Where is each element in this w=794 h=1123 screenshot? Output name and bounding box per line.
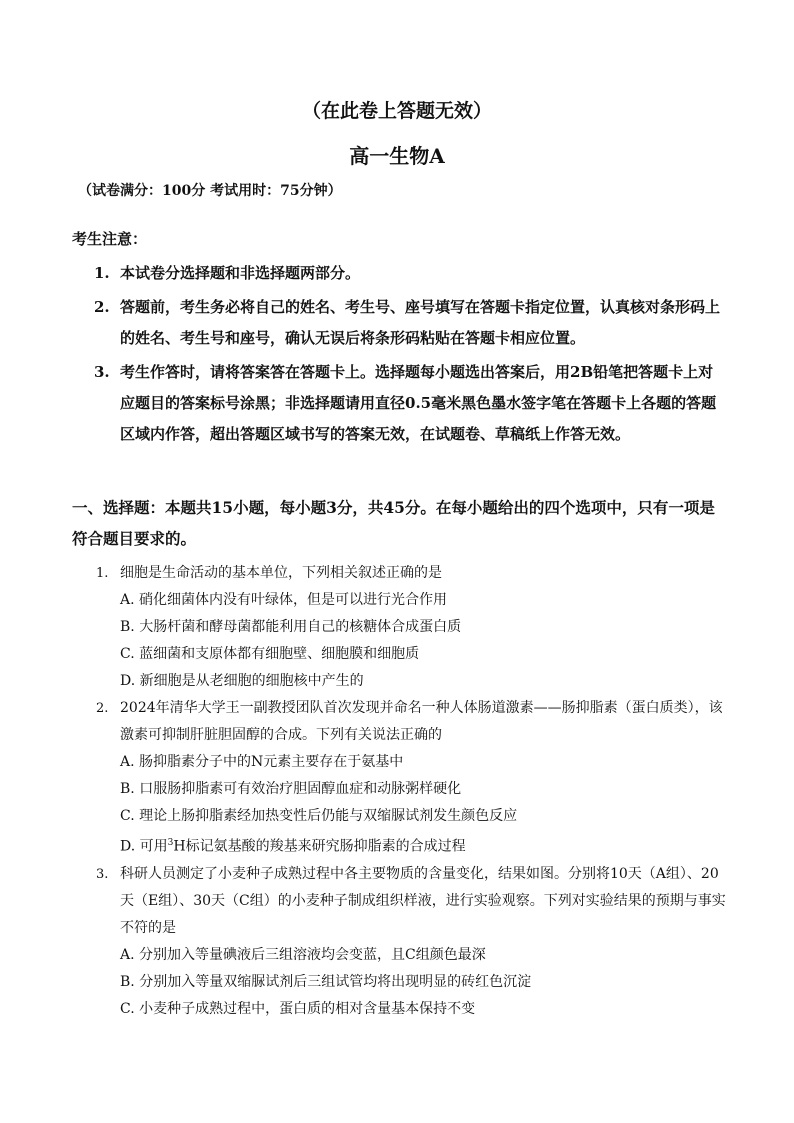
question-item — [96, 861, 726, 1023]
question-stem: 2024年清华大学王一副教授团队首次发现并命名一种人体肠道激素——肠抑脂素（蛋白质类），该激素可抑制肝脏胆固醇的合成。下列有关说法正确的 — [120, 700, 723, 743]
notice-item — [94, 292, 720, 354]
question-number: 1. — [96, 566, 109, 581]
question-number: 2. — [96, 701, 109, 716]
notice-number: 3. — [94, 363, 110, 381]
question-item — [96, 695, 726, 861]
exam-title: 高一生物A — [349, 144, 445, 168]
question-number: 3. — [96, 866, 109, 882]
option-a: A. 分别加入等量碘液后三组溶液均会变蓝，且C组颜色最深 — [120, 946, 486, 963]
option-b: B. 口服肠抑脂素可有效治疗胆固醇血症和动脉粥样硬化 — [120, 781, 462, 797]
notice-number: 2. — [94, 298, 110, 316]
section-heading: 一、选择题：本题共15小题，每小题3分，共45分。在每小题给出的四个选项中，只有一项是符合题目要求的。 — [72, 498, 715, 548]
option-b: B. 大肠杆菌和酵母菌都能利用自己的核糖体合成蛋白质 — [120, 619, 462, 635]
question-list — [96, 560, 726, 1023]
option-c: C. 蓝细菌和支原体都有细胞壁、细胞膜和细胞质 — [120, 646, 420, 662]
option-b: B. 分别加入等量双缩脲试剂后三组试管均将出现明显的砖红色沉淀 — [120, 973, 532, 990]
notice-item — [94, 357, 720, 450]
notice-item — [94, 258, 720, 289]
option-c: C. 小麦种子成熟过程中，蛋白质的相对含量基本保持不变 — [120, 1000, 476, 1017]
exam-meta: （试卷满分：100分 考试用时：75分钟） — [78, 183, 342, 199]
question-stem: 科研人员测定了小麦种子成熟过程中各主要物质的含量变化，结果如图。分别将10天（A组）、20天（E组）、30天（C组）的小麦种子制成组织样液，进行实验观察。下列对实验结果的预期与事实不符的是 — [120, 865, 726, 936]
option-d-suffix: H标记氨基酸的羧基来研究肠抑脂素的合成过程 — [173, 838, 466, 855]
notice-text: 本试卷分选择题和非选择题两部分。 — [120, 264, 361, 282]
notice-number: 1. — [94, 264, 110, 282]
option-d-prefix: D. 可用 — [120, 838, 168, 855]
option-a: A. 肠抑脂素分子中的N元素主要存在于氨基中 — [120, 754, 404, 770]
option-a: A. 硝化细菌体内没有叶绿体，但是可以进行光合作用 — [120, 592, 448, 608]
option-d: D. 新细胞是从老细胞的细胞核中产生的 — [120, 673, 364, 689]
notice-list — [94, 258, 720, 453]
isotope-superscript: 3 — [167, 838, 174, 848]
option-c: C. 理论上肠抑脂素经加热变性后仍能与双缩脲试剂发生颜色反应 — [120, 808, 518, 824]
question-item — [96, 560, 726, 695]
question-stem: 细胞是生命活动的基本单位，下列相关叙述正确的是 — [120, 565, 442, 581]
notice-text: 答题前，考生务必将自己的姓名、考生号、座号填写在答题卡指定位置，认真核对条形码上的姓名、考生号和座号，确认无误后将条形码粘贴在答题卡相应位置。 — [120, 298, 721, 347]
notice-heading: 考生注意： — [72, 230, 148, 248]
notice-text: 考生作答时，请将答案答在答题卡上。选择题每小题选出答案后，用2B铅笔把答题卡上对应题目的答案标号涂黑；非选择题请用直径0.5毫米黑色墨水签字笔在答题卡上各题的答题区域内作答，超出答题区域书写的答案无效，在试题卷、草稿纸上作答无效。 — [120, 363, 717, 443]
exam-note: （在此卷上答题无效） — [301, 100, 492, 122]
option-d — [120, 830, 726, 861]
